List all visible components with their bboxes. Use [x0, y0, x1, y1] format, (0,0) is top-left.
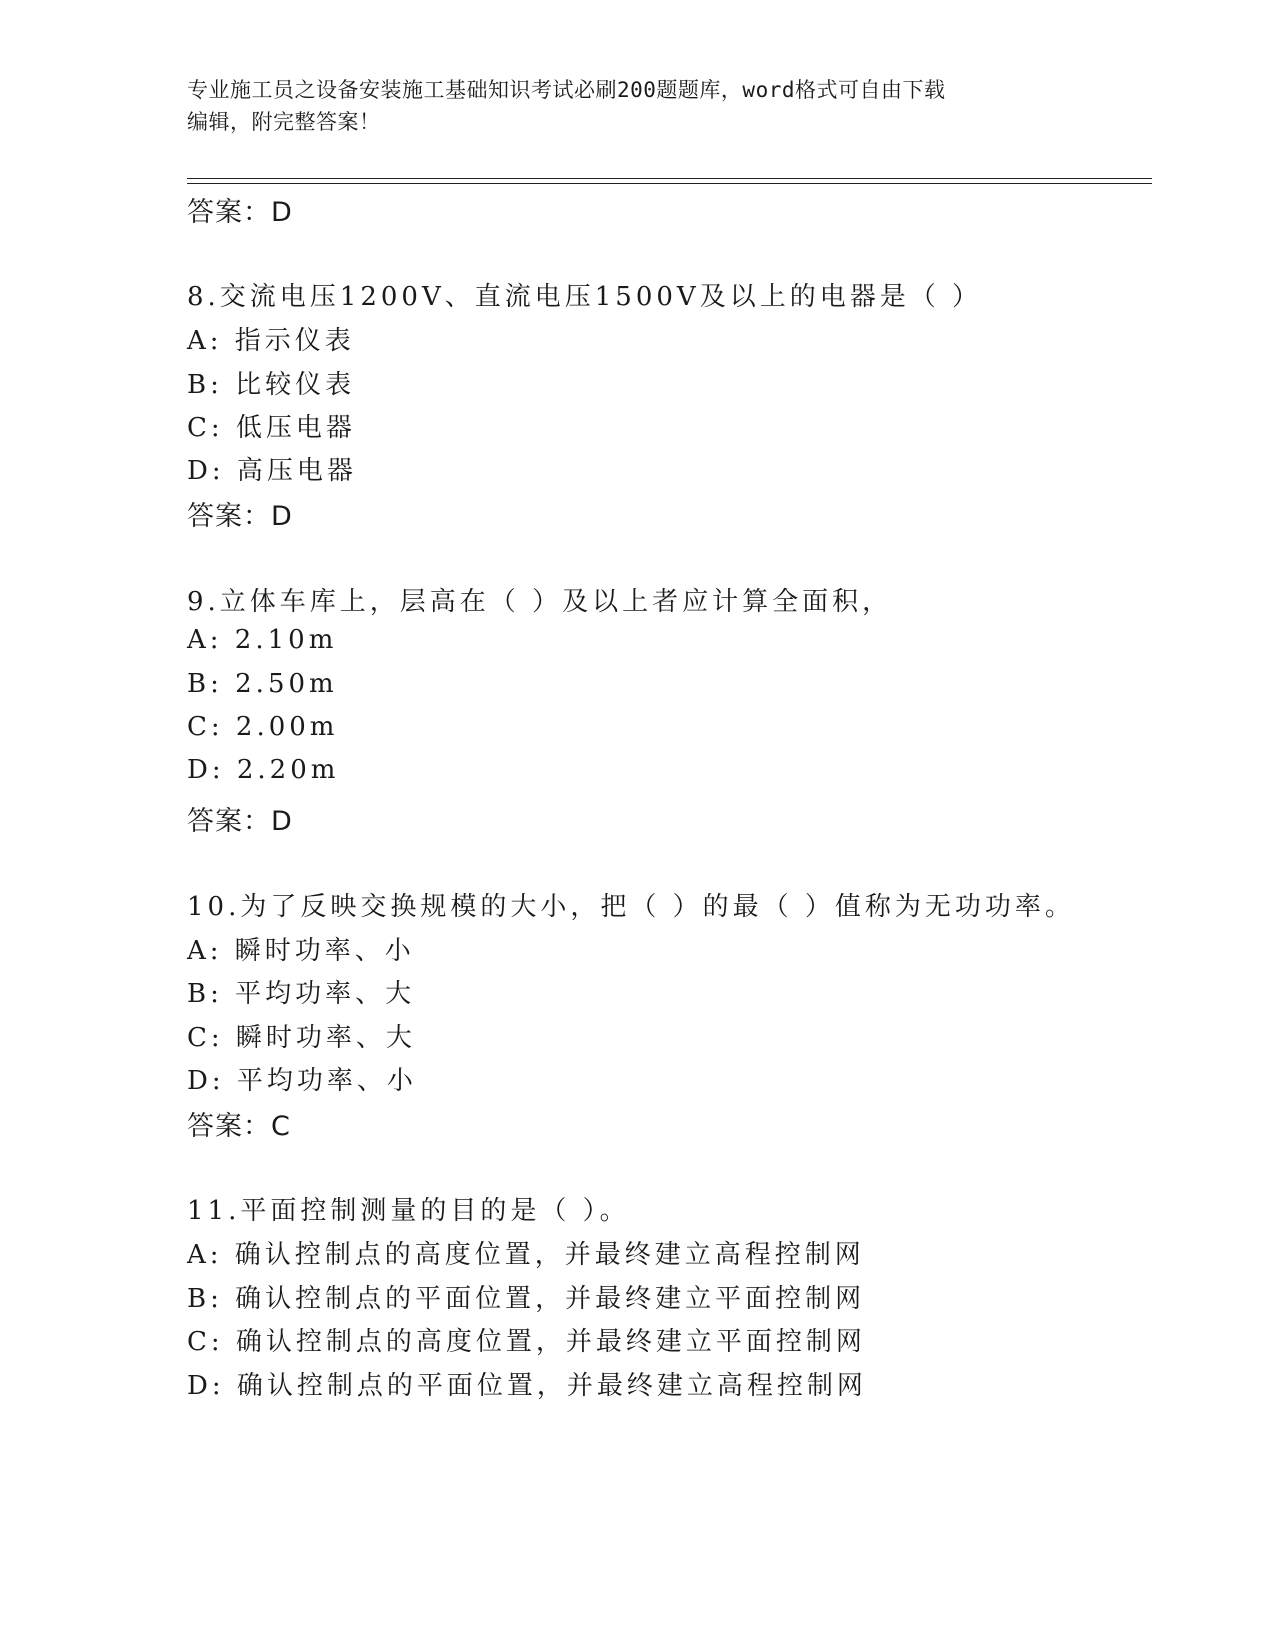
option-d: D: 平均功率、小 — [187, 1066, 417, 1096]
header-divider-top — [187, 178, 1152, 179]
option-b: B: 确认控制点的平面位置，并最终建立平面控制网 — [187, 1284, 866, 1314]
header-line-1: 专业施工员之设备安装施工基础知识考试必刷200题题库，word格式可自由下载 — [187, 78, 946, 102]
answer-label: 答案：D — [187, 806, 293, 837]
option-a: A: 2.10m — [187, 625, 338, 655]
document-header — [187, 74, 1067, 138]
option-a: A: 指示仪表 — [187, 326, 355, 356]
option-c: C: 瞬时功率、大 — [187, 1023, 416, 1053]
question-stem: 11.平面控制测量的目的是（ ）。 — [187, 1196, 630, 1226]
option-d: D: 确认控制点的平面位置，并最终建立高程控制网 — [187, 1371, 867, 1401]
option-b: B: 2.50m — [187, 669, 338, 699]
header-divider-bottom — [187, 183, 1152, 184]
question-stem: 9.立体车库上，层高在（ ）及以上者应计算全面积， — [187, 587, 893, 617]
question-stem: 10.为了反映交换规模的大小，把（ ）的最（ ）值称为无功功率。 — [187, 892, 1075, 922]
option-b: B: 比较仪表 — [187, 370, 356, 400]
option-c: C: 2.00m — [187, 712, 339, 742]
option-a: A: 瞬时功率、小 — [187, 936, 415, 966]
option-b: B: 平均功率、大 — [187, 979, 416, 1009]
answer-label: 答案：D — [187, 501, 293, 532]
option-c: C: 确认控制点的高度位置，并最终建立平面控制网 — [187, 1327, 866, 1357]
previous-answer: 答案：D — [187, 197, 293, 228]
option-d: D: 高压电器 — [187, 456, 357, 486]
option-c: C: 低压电器 — [187, 413, 356, 443]
option-d: D: 2.20m — [187, 755, 340, 785]
option-a: A: 确认控制点的高度位置，并最终建立高程控制网 — [187, 1240, 865, 1270]
answer-label: 答案：C — [187, 1111, 291, 1142]
question-stem: 8.交流电压1200V、直流电压1500V及以上的电器是（ ） — [187, 282, 982, 312]
header-line-2: 编辑，附完整答案！ — [187, 110, 381, 134]
